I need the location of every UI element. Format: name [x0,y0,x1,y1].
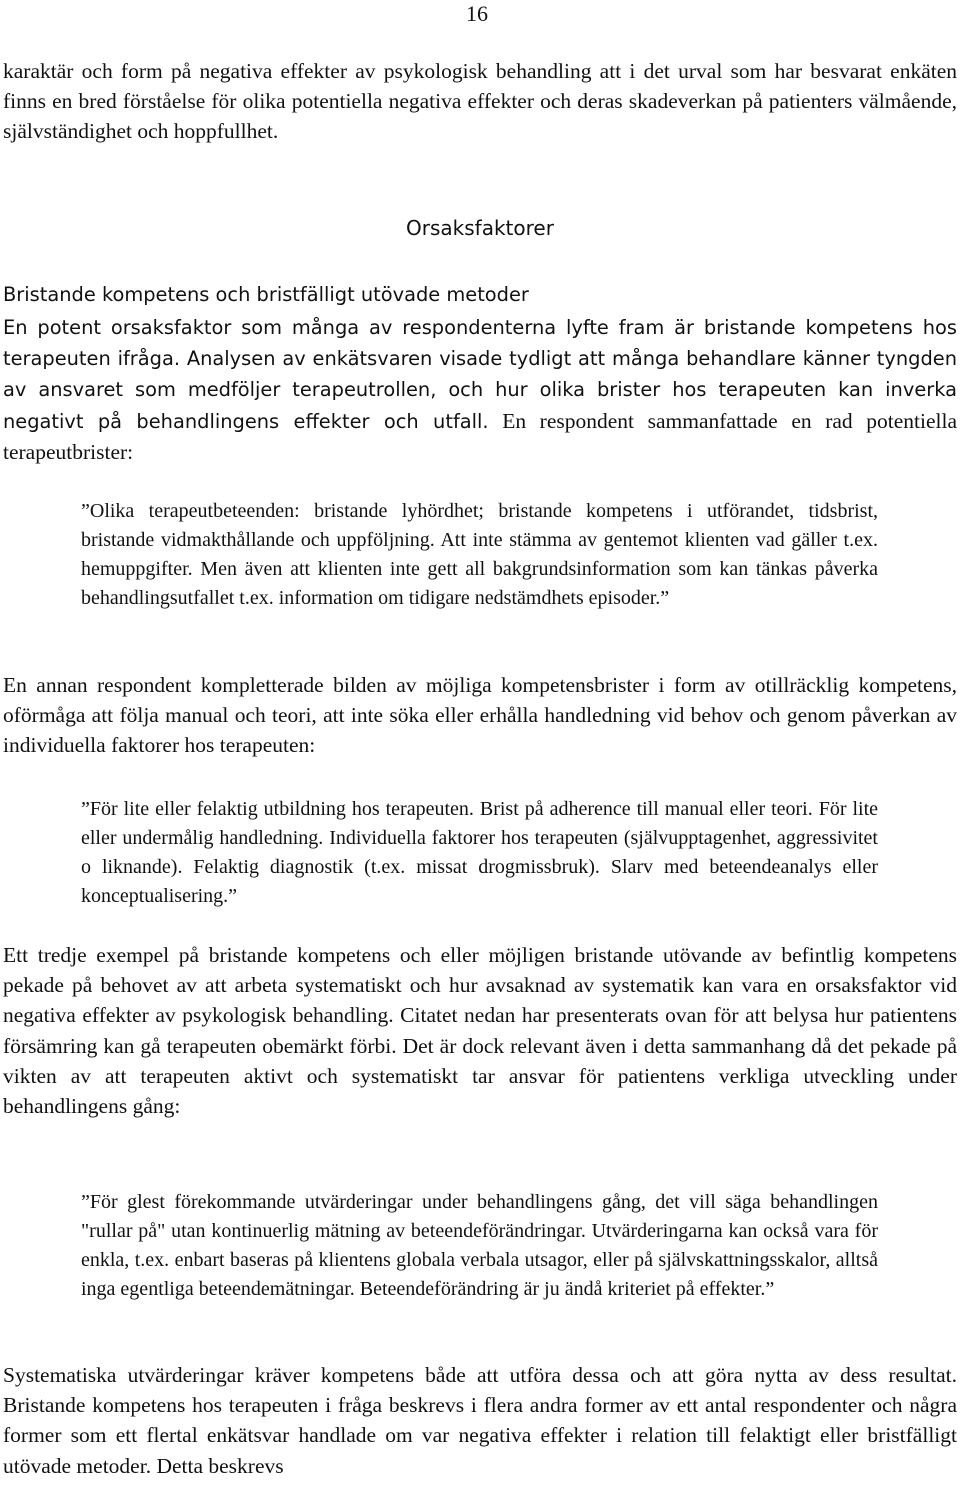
paragraph-1-serif-text: En respondent sammanfattade en rad potentiella terapeutbrister: [3,408,957,464]
section-heading: Orsaksfaktorer [406,216,554,240]
paragraph-3: Ett tredje exempel på bristande kompetens och eller möjligen bristande utövande av befintlig kompetens pekade på behovet av att arbeta systematiskt och hur avsaknad av systematik kan vara en orsaksfaktor vid negativa effekter av psykologisk behandling. Citatet nedan har presenterats ovan för att belysa hur patientens försämring kan gå terapeuten obemärkt förbi. Det är dock relevant även i detta sammanhang då det pekade på vikten av att terapeuten aktivt och systematiskt tar ansvar för patientens verkliga utveckling under behandlingens gång: [3,943,957,1119]
page-number: 16 [466,1,488,26]
paragraph-1-sans-text: En potent orsaksfaktor som många av respondenterna lyfte fram är bristande kompetens hos terapeuten ifråga. Analysen av enkätsvaren visade tydligt att många behandlare känner tyngden av ansvaret som medföljer terapeutrollen, och hur olika brister hos terapeuten kan inverka negativt på behandlingens effekter och utfall. [3,316,957,433]
quote-1: ”Olika terapeutbeteenden: bristande lyhördhet; bristande kompetens i utförandet, tidsbrist, bristande vidmakthållande och uppföljning. Att inte stämma av gentemot klienten vad gäller t.ex. hemuppgifter. Men även att klienten inte gett all bakgrundsinformation som kan tänkas påverka behandlingsutfallet t.ex. information om tidigare nedstämdhets episoder.” [81,500,878,609]
quote-3: ”För glest förekommande utvärderingar under behandlingens gång, det vill säga behandlingen "rullar på" utan kontinuerlig mätning av beteendeförändringar. Utvärderingarna kan också vara för enkla, t.ex. enbart baseras på klientens globala verbala utsagor, eller på självskattningsskalor, alltså inga egentliga beteendemätningar. Beteendeförändring är ju ändå kriteriet på effekter.” [81,1191,878,1300]
intro-paragraph: karaktär och form på negativa effekter av psykologisk behandling att i det urval som har besvarat enkäten finns en bred förståelse för olika potentiella negativa effekter och deras skadeverkan på patienters välmående, självständighet och hoppfullhet. [3,59,957,144]
paragraph-4: Systematiska utvärderingar kräver kompetens både att utföra dessa och att göra nytta av dess resultat. Bristande kompetens hos terapeuten i fråga beskrevs i flera andra former av ett antal respondenter och några former som ett flertal enkätsvar handlade om var negativa effekter i relation till felaktigt eller bristfälligt utövade metoder. Detta beskrevs [3,1363,957,1478]
paragraph-2: En annan respondent kompletterade bilden av möjliga kompetensbrister i form av otillräcklig kompetens, oförmåga att följa manual och teori, att inte söka eller erhålla handledning vid behov och genom påverkan av individuella faktorer hos terapeuten: [3,673,957,758]
subsection-heading: Bristande kompetens och bristfälligt utövade metoder [3,283,529,306]
quote-2: ”För lite eller felaktig utbildning hos terapeuten. Brist på adherence till manual eller teori. För lite eller undermålig handledning. Individuella faktorer hos terapeuten (självupptagenhet, aggressivitet o liknande). Felaktig diagnostik (t.ex. missat drogmissbruk). Slarv med beteendeanalys eller konceptualisering.” [81,798,878,907]
paragraph-1 [3,312,957,467]
